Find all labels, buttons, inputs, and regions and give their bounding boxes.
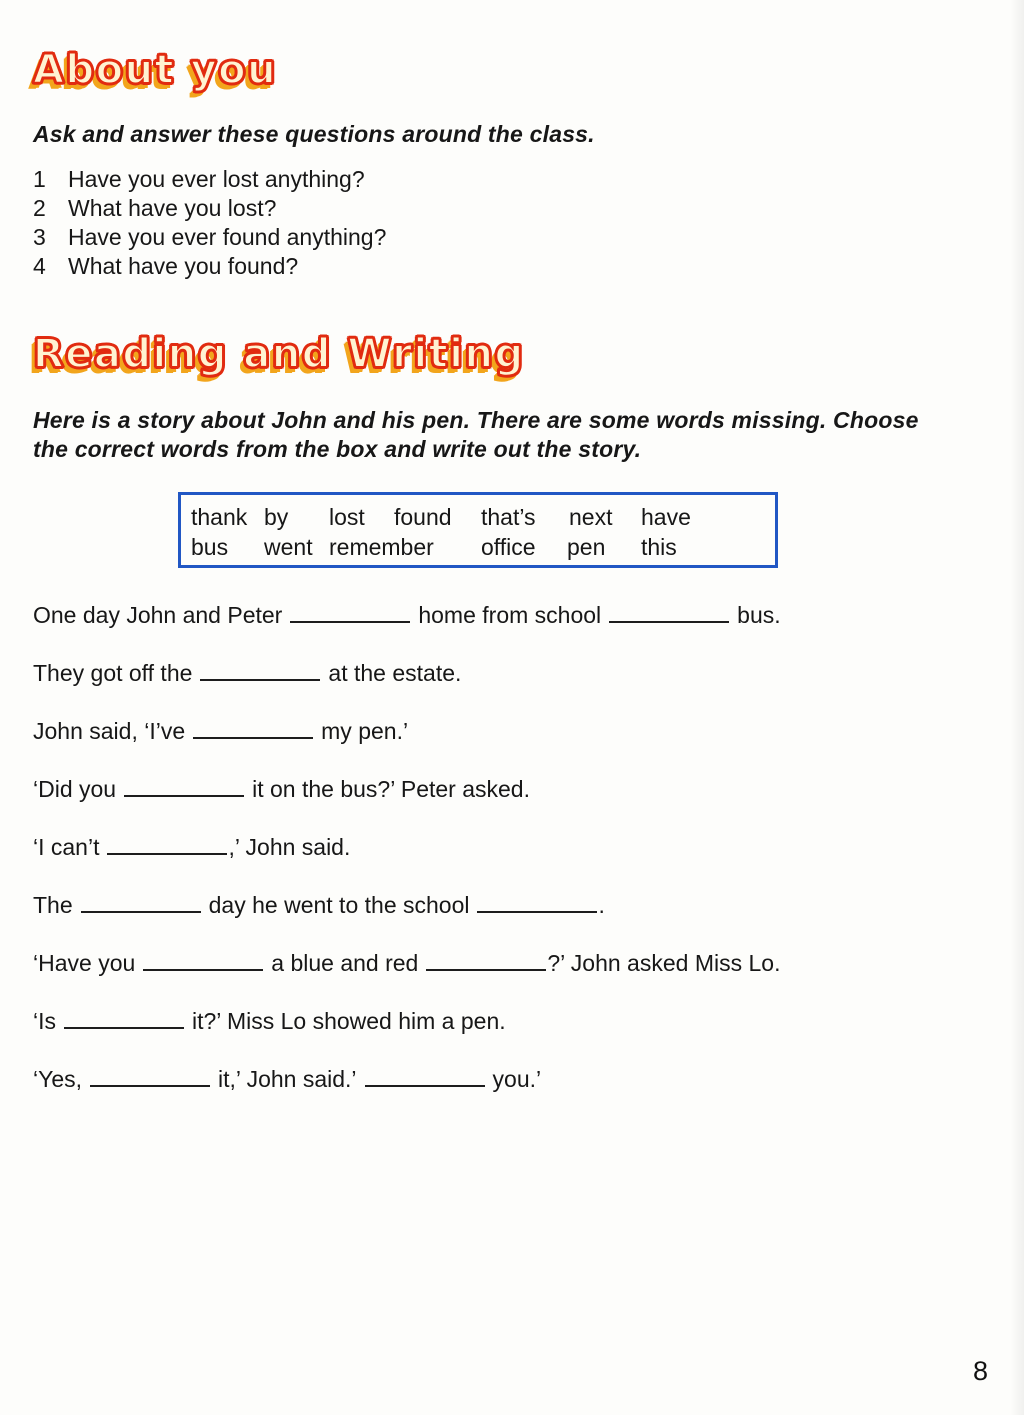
question-item	[33, 252, 386, 281]
question-text: Have you ever found anything?	[68, 224, 387, 250]
story-text: it?’ Miss Lo showed him a pen.	[192, 1008, 506, 1034]
question-number: 4	[33, 253, 46, 279]
story-text: .	[598, 892, 605, 918]
word-box-word: have	[641, 504, 691, 530]
fill-in-blank	[290, 605, 410, 623]
story-line	[33, 602, 993, 628]
story-text: it,’ John said.’	[218, 1066, 357, 1092]
question-text: What have you lost?	[68, 195, 277, 221]
story-text: The	[33, 892, 73, 918]
story-text: a blue and red	[271, 950, 419, 976]
fill-in-blank	[477, 895, 597, 913]
question-number: 2	[33, 195, 46, 221]
story-text: ‘Have you	[33, 950, 136, 976]
story-text: at the estate.	[328, 660, 462, 686]
fill-in-blank	[143, 953, 263, 971]
scan-edge-shading	[1010, 0, 1024, 1415]
story-text: bus.	[737, 602, 781, 628]
question-text: What have you found?	[68, 253, 299, 279]
story-text: ‘Is	[33, 1008, 56, 1034]
word-box-word: office	[481, 534, 536, 560]
section-title-about-you: About you	[33, 47, 278, 93]
story-line	[33, 1066, 993, 1092]
question-text: Have you ever lost anything?	[68, 166, 365, 192]
question-number: 3	[33, 224, 46, 250]
word-box-word: found	[394, 504, 452, 530]
word-box-word: bus	[191, 534, 229, 560]
word-box-word: thank	[191, 504, 248, 530]
fill-in-blank	[124, 779, 244, 797]
fill-in-blank	[193, 721, 313, 739]
story-text: ‘Did you	[33, 776, 117, 802]
story-text: One day John and Peter	[33, 602, 283, 628]
story-line	[33, 834, 993, 860]
question-item	[33, 223, 386, 252]
word-choice-box	[178, 492, 778, 568]
question-list	[33, 165, 386, 281]
word-box-word: that’s	[481, 504, 536, 530]
story-text: ‘Yes,	[33, 1066, 83, 1092]
story-text: ,’ John said.	[228, 834, 351, 860]
question-number: 1	[33, 166, 46, 192]
story-text: day he went to the school	[208, 892, 470, 918]
page-number: 8	[973, 1356, 989, 1386]
word-box-word: remember	[329, 534, 434, 560]
word-box-word: this	[641, 534, 677, 560]
fill-in-blank	[90, 1069, 210, 1087]
about-you-instruction: Ask and answer these questions around the class.	[33, 121, 595, 147]
story-line	[33, 950, 993, 976]
word-box-word: by	[264, 504, 289, 530]
story-text: it on the bus?’ Peter asked.	[252, 776, 530, 802]
fill-in-blank	[81, 895, 201, 913]
story-text: my pen.’	[321, 718, 409, 744]
story-text: ‘I can’t	[33, 834, 100, 860]
fill-in-blank	[200, 663, 320, 681]
story-text: you.’	[492, 1066, 542, 1092]
instruction-line: Here is a story about John and his pen. There are some words missing. Choose	[33, 407, 919, 433]
story-line	[33, 660, 993, 686]
story-text: They got off the	[33, 660, 193, 686]
section-title-reading-writing: Reading and Writing	[33, 331, 525, 377]
fill-in-blank	[609, 605, 729, 623]
fill-in-blank	[64, 1011, 184, 1029]
word-box-word: next	[569, 504, 613, 530]
word-box-word: pen	[567, 534, 606, 560]
fill-in-blank	[107, 837, 227, 855]
word-box-word: went	[264, 534, 313, 560]
story-line	[33, 1008, 993, 1034]
question-item	[33, 194, 386, 223]
fill-in-blank	[365, 1069, 485, 1087]
fill-in-blank	[426, 953, 546, 971]
story-text: home from school	[418, 602, 602, 628]
instruction-line: the correct words from the box and write out the story.	[33, 436, 642, 462]
reading-writing-instruction	[33, 406, 983, 464]
story-line	[33, 892, 993, 918]
question-item	[33, 165, 386, 194]
story-line	[33, 718, 993, 744]
word-box-word: lost	[329, 504, 365, 530]
story-fill-in	[33, 602, 993, 1124]
story-text: ?’ John asked Miss Lo.	[547, 950, 781, 976]
story-text: John said, ‘I’ve	[33, 718, 186, 744]
story-line	[33, 776, 993, 802]
